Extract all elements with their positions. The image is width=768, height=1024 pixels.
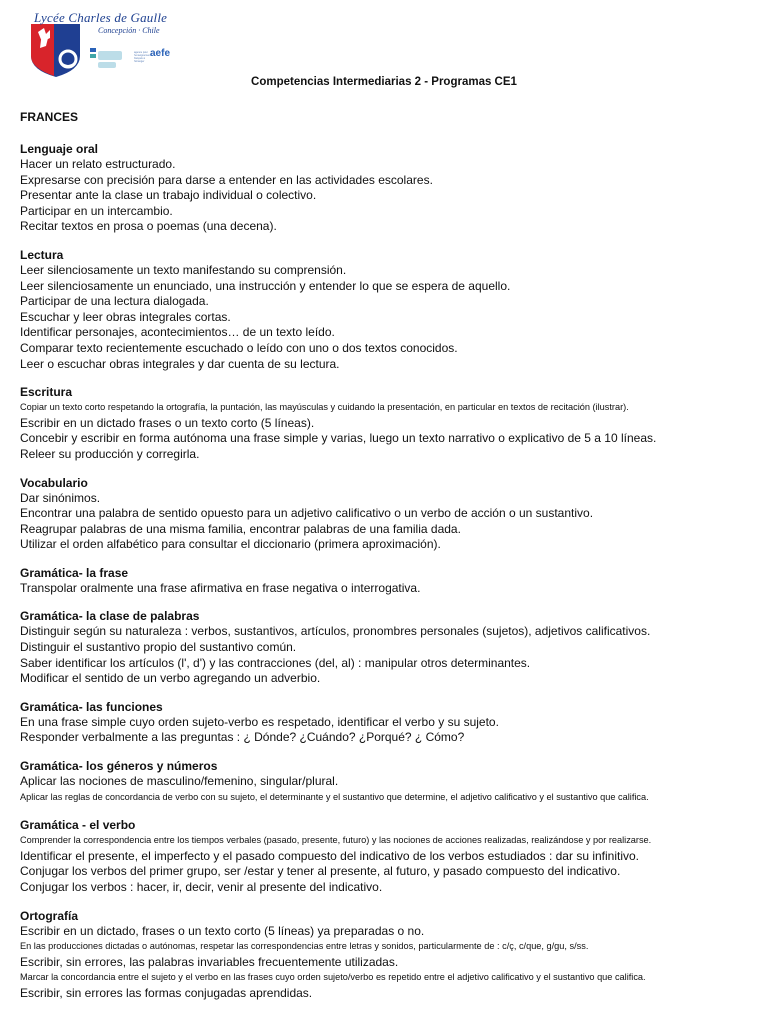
section-line: Responder verbalmente a las preguntas : ¿ Dónde? ¿Cuándo? ¿Porqué? ¿ Cómo? (20, 730, 465, 745)
section-line: Leer silenciosamente un enunciado, una instrucción y entender lo que se espera de aquello. (20, 278, 511, 293)
section-title: Gramática- la clase de palabras (20, 609, 200, 624)
section-line: Participar en un intercambio. (20, 203, 173, 218)
section-line: En las producciones dictadas o autónomas, respetar las correspondencias entre letras y sonidos, particularmente de : c/ç, c/que, g/gu, s/ss. (20, 941, 589, 952)
document-title: Competencias Intermediarias 2 - Programas CE1 (251, 76, 517, 88)
sections-list (20, 141, 760, 1002)
section-line: Distinguir el sustantivo propio del sustantivo común. (20, 640, 297, 655)
section-line: Reagrupar palabras de una misma familia, encontrar palabras de una familia dada. (20, 521, 461, 536)
school-logo (28, 4, 171, 78)
section-line: Transpolar oralmente una frase afirmativa en frase negativa o interrogativa. (20, 580, 421, 595)
section-line: Modificar el sentido de un verbo agregando un adverbio. (20, 671, 321, 686)
section-title: Escritura (20, 385, 73, 400)
section-line: Hacer un relato estructurado. (20, 157, 176, 171)
section-line: Participar de una lectura dialogada. (20, 294, 209, 309)
section (20, 758, 760, 805)
section (20, 565, 760, 597)
section-line: Aplicar las reglas de concordancia de verbo con su sujeto, el determinante y el sustantivo que determine, el adjetivo calificativo y el sustantivo que califica. (20, 791, 649, 802)
section-line: Aplicar las nociones de masculino/femenino, singular/plural. (20, 774, 339, 789)
section-line: Identificar el presente, el imperfecto y el pasado compuesto del indicativo de los verbos estudiados : dar su infinitivo. (20, 848, 640, 863)
section-line: Conjugar los verbos del primer grupo, ser /estar y tener al presente, al futuro, y pasado compuesto del indicativo. (20, 864, 621, 879)
section-line: Distinguir según su naturaleza : verbos, sustantivos, artículos, pronombres personales (sujetos), adjetivos calificativos. (20, 624, 651, 639)
section-title: Gramática- los géneros y números (20, 759, 218, 774)
section-title: Vocabulario (20, 475, 88, 490)
section-line: Recitar textos en prosa o poemas (una decena). (20, 219, 277, 234)
section-line: Utilizar el orden alfabético para consultar el diccionario (primera aproximación). (20, 537, 441, 552)
section (20, 384, 760, 462)
section-title: Lectura (20, 247, 64, 262)
section-line: Releer su producción y corregirla. (20, 446, 200, 461)
section-line: Marcar la concordancia entre el sujeto y el verbo en las frases cuyo orden sujeto/verbo es repetido entre el adjetivo calificativo y el sustantivo que califica. (20, 972, 646, 983)
section (20, 247, 760, 372)
section-line: Copiar un texto corto respetando la ortografía, la puntación, las mayúsculas y cuidando la presentación, en particular en textos de recitación (ilustrar). (20, 402, 629, 413)
school-city: Concepción · Chile (98, 26, 160, 35)
school-name: Lycée Charles de Gaulle (34, 10, 168, 25)
section-line: Escribir, sin errores las formas conjugadas aprendidas. (20, 985, 313, 1000)
section-title: Gramática - el verbo (20, 818, 136, 833)
section (20, 608, 760, 686)
section-line: Dar sinónimos. (20, 490, 101, 505)
section-line: Expresarse con precisión para darse a entender en las actividades escolares. (20, 172, 433, 187)
document-body (20, 110, 760, 1014)
section-line: Leer silenciosamente un texto manifestando su comprensión. (20, 262, 347, 277)
section-line: Escribir, sin errores, las palabras invariables frecuentemente utilizadas. (20, 954, 399, 969)
section-line: Comprender la correspondencia entre los tiempos verbales (pasado, presente, futuro) y las nociones de acciones realizadas, realizándose y por realizarse. (20, 835, 652, 846)
section-title: Ortografía (20, 908, 79, 923)
section-line: Conjugar los verbos : hacer, ir, decir, venir al presente del indicativo. (20, 880, 383, 894)
section-title: Gramática- la frase (20, 565, 129, 580)
section-line: Presentar ante la clase un trabajo individual o colectivo. (20, 188, 317, 203)
partner-logo-subtext: agence pour l'enseignement français à l'étranger (134, 51, 151, 63)
section-line: Escuchar y leer obras integrales cortas. (20, 309, 231, 324)
section-line: Identificar personajes, acontecimientos… de un texto leído. (20, 325, 335, 340)
subject-heading: FRANCES (20, 110, 79, 124)
section-title: Gramática- las funciones (20, 699, 163, 714)
section-line: Escribir en un dictado frases o un texto corto (5 líneas). (20, 415, 315, 430)
section (20, 141, 760, 235)
section (20, 817, 760, 895)
section-line: Concebir y escribir en forma autónoma una frase simple y varias, luego un texto narrativo o explicativo de 5 a 10 líneas. (20, 431, 657, 446)
partner-logo-text: aefe (150, 48, 171, 59)
section-line: Encontrar una palabra de sentido opuesto para un adjetivo calificativo o un verbo de acción o un sustantivo. (20, 506, 594, 521)
section (20, 475, 760, 553)
section-line: Escribir en un dictado, frases o un texto corto (5 líneas) ya preparadas o no. (20, 923, 425, 938)
section-line: Comparar texto recientemente escuchado o leído con uno o dos textos conocidos. (20, 340, 458, 355)
section-line: Saber identificar los artículos (l', d') y las contracciones (del, al) : manipular otros determinantes. (20, 655, 531, 670)
section-title: Lenguaje oral (20, 142, 99, 156)
section-line: Leer o escuchar obras integrales y dar cuenta de su lectura. (20, 356, 340, 371)
section (20, 908, 760, 1002)
section (20, 699, 760, 746)
section-line: En una frase simple cuyo orden sujeto-verbo es respetado, identificar el verbo y su sujeto. (20, 714, 499, 729)
